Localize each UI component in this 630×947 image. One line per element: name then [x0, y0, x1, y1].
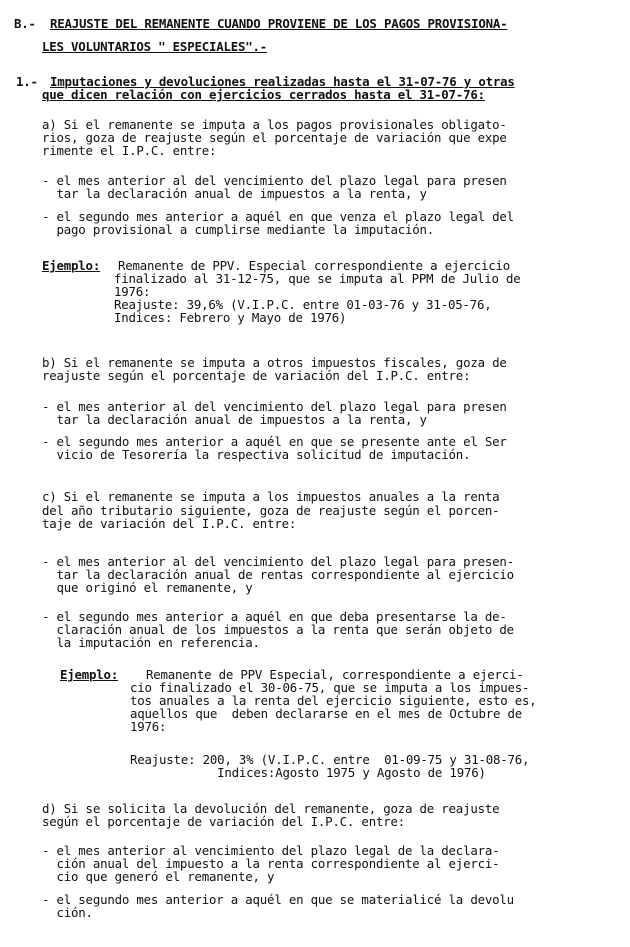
- example-line: cio finalizado el 30-06-75, que se imputa a los impues-: [130, 680, 530, 695]
- para-c-line: del año tributario siguiente, goza de reajuste según el porcen-: [42, 503, 500, 518]
- para-a-bullet-cont: pago provisional a cumplirse mediante la imputación.: [42, 222, 435, 237]
- para-b-bullet-cont: tar la declaración anual de impuestos a la renta, y: [42, 412, 427, 427]
- para-a-line: a) Si el remanente se imputa a los pagos provisionales obligato-: [42, 117, 507, 132]
- para-b-bullet-cont: vicio de Tesorería la respectiva solicitud de imputación.: [42, 447, 471, 462]
- para-c-bullet: - el mes anterior al del vencimiento del plazo legal para presen-: [42, 554, 514, 569]
- para-b-line: reajuste según el porcentaje de variación del I.P.C. entre:: [42, 368, 471, 383]
- point-heading-line-1: Imputaciones y devoluciones realizadas hasta el 31-07-76 y otras: [50, 74, 515, 89]
- example-line: Remanente de PPV. Especial correspondiente a ejercicio: [118, 258, 511, 273]
- example-line: 1976:: [130, 719, 167, 734]
- para-d-line: según el porcentaje de variación del I.P.C. entre:: [42, 814, 405, 829]
- para-b-bullet: - el mes anterior al del vencimiento del plazo legal para presen: [42, 399, 507, 414]
- section-letter: B.-: [14, 16, 36, 31]
- point-number: 1.-: [16, 74, 38, 89]
- example-line: tos anuales a la renta del ejercicio siguiente, esto es,: [130, 693, 537, 708]
- para-d-bullet: - el segundo mes anterior a aquél en que se materialicé la devolu: [42, 892, 514, 907]
- section-title-line-2: LES VOLUNTARIOS " ESPECIALES".-: [42, 39, 268, 54]
- para-b-line: b) Si el remanente se imputa a otros impuestos fiscales, goza de: [42, 355, 507, 370]
- para-a-line: rimente el I.P.C. entre:: [42, 143, 217, 158]
- example-line: Remanente de PPV Especial, correspondiente a ejerci-: [146, 667, 524, 682]
- example-reajuste: Reajuste: 200, 3% (V.I.P.C. entre 01-09-75 y 31-08-76,: [130, 752, 530, 767]
- para-d-line: d) Si se solicita la devolución del remanente, goza de reajuste: [42, 801, 500, 816]
- para-d-bullet-cont: ción.: [42, 905, 93, 920]
- para-c-bullet: - el segundo mes anterior a aquél en que deba presentarse la de-: [42, 609, 507, 624]
- example-line: Indices: Febrero y Mayo de 1976): [114, 310, 347, 325]
- para-b-bullet: - el segundo mes anterior a aquél en que se presente ante el Ser: [42, 434, 507, 449]
- para-d-bullet-cont: cio que generó el remanente, y: [42, 869, 275, 884]
- para-c-line: c) Si el remanente se imputa a los impuestos anuales a la renta: [42, 489, 500, 504]
- example-label: Ejemplo:: [60, 667, 119, 682]
- point-heading-line-2: que dicen relación con ejercicios cerrados hasta el 31-07-76:: [42, 87, 485, 102]
- example-line: Reajuste: 39,6% (V.I.P.C. entre 01-03-76 y 31-05-76,: [114, 297, 492, 312]
- para-c-bullet-cont: la imputación en referencia.: [42, 635, 260, 650]
- para-c-line: taje de variación del I.P.C. entre:: [42, 516, 297, 531]
- para-a-bullet: - el mes anterior al del vencimiento del plazo legal para presen: [42, 173, 507, 188]
- para-c-bullet-cont: tar la declaración anual de rentas correspondiente al ejercicio: [42, 567, 514, 582]
- para-c-bullet-cont: claración anual de los impuestos a la renta que serán objeto de: [42, 622, 514, 637]
- example-line: finalizado al 31-12-75, que se imputa al PPM de Julio de: [114, 271, 521, 286]
- para-d-bullet-cont: ción anual del impuesto a la renta correspondiente al ejerci-: [42, 856, 500, 871]
- example-line: 1976:: [114, 284, 151, 299]
- section-title-line-1: REAJUSTE DEL REMANENTE CUANDO PROVIENE DE LOS PAGOS PROVISIONA-: [50, 16, 508, 31]
- para-c-bullet-cont: que originó el remanente, y: [42, 580, 253, 595]
- example-reajuste: Indices:Agosto 1975 y Agosto de 1976): [130, 765, 486, 780]
- example-line: aquellos que deben declararse en el mes de Octubre de: [130, 706, 523, 721]
- para-a-line: rios, goza de reajuste según el porcentaje de variación que expe: [42, 130, 507, 145]
- example-label: Ejemplo:: [42, 258, 101, 273]
- para-d-bullet: - el mes anterior al vencimiento del plazo legal de la declara-: [42, 843, 500, 858]
- para-a-bullet: - el segundo mes anterior a aquél en que venza el plazo legal del: [42, 209, 514, 224]
- para-a-bullet-cont: tar la declaración anual de impuestos a la renta, y: [42, 186, 427, 201]
